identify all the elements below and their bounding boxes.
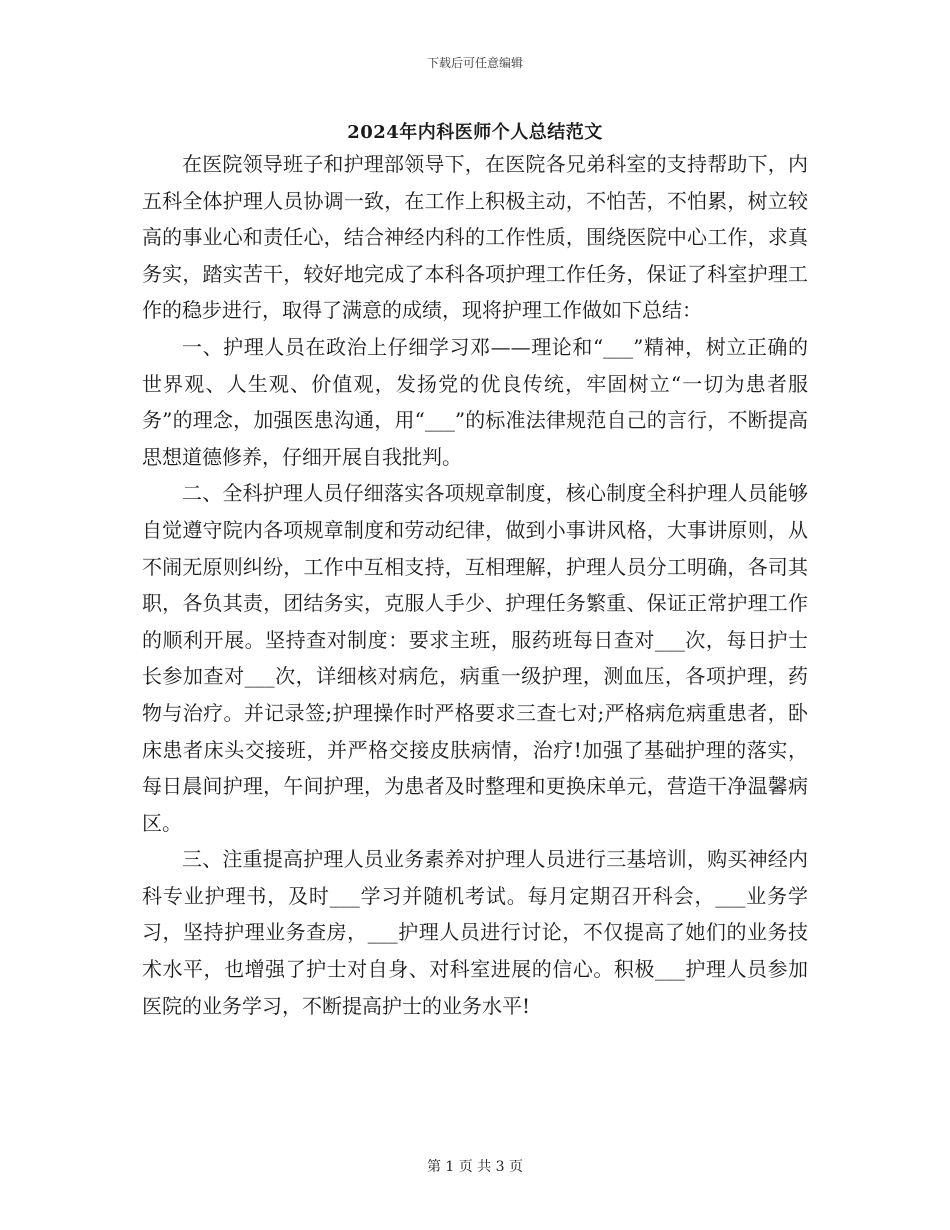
paragraph-section-2: 二、全科护理人员仔细落实各项规章制度，核心制度全科护理人员能够自觉遵守院内各项规章制度和劳动纪律，做到小事讲风格，大事讲原则，从不闹无原则纠纷，工作中互相支持，互相理解，护理人员分工明确，各司其职，各负其责，团结务实，克服人手少、护理任务繁重、保证正常护理工作的顺利开展。坚持查对制度：要求主班，服药班每日查对___次，每日护士长参加查对___次，详细核对病危，病重一级护理，测血压，各项护理，药物与治疗。并记录签;护理操作时严格要求三查七对;严格病危病重患者，卧床患者床头交接班，并严格交接皮肤病情，治疗!加强了基础护理的落实，每日晨间护理，午间护理，为患者及时整理和更换床单元，营造干净温馨病区。 [142,481,808,835]
paragraph-section-3: 三、注重提高护理人员业务素养对护理人员进行三基培训，购买神经内科专业护理书，及时___学习并随机考试。每月定期召开科会，___业务学习，坚持护理业务查房，___护理人员进行讨论，不仅提高了她们的业务技术水平，也增强了护士对自身、对科室进展的信心。积极___护理人员参加医院的业务学习，不断提高护士的业务水平! [142,847,808,1018]
header-note: 下载后可任意编辑 [426,56,523,70]
paragraph-intro: 在医院领导班子和护理部领导下，在医院各兄弟科室的支持帮助下，内五科全体护理人员协调一致，在工作上积极主动，不怕苦，不怕累，树立较高的事业心和责任心，结合神经内科的工作性质，围绕医院中心工作，求真务实，踏实苦干，较好地完成了本科各项护理工作任务，保证了科室护理工作的稳步进行，取得了满意的成绩，现将护理工作做如下总结： [142,152,808,323]
document-body [142,146,808,1024]
paragraph-section-1: 一、护理人员在政治上仔细学习邓——理论和“___”精神，树立正确的世界观、人生观、价值观，发扬党的优良传统，牢固树立“一切为患者服务”的理念，加强医患沟通，用“___”的标准法律规范自己的言行，不断提高思想道德修养，仔细开展自我批判。 [142,334,808,469]
page-indicator: 第 1 页 共 3 页 [426,1159,524,1175]
document-title: 2024年内科医师个人总结范文 [347,122,603,143]
